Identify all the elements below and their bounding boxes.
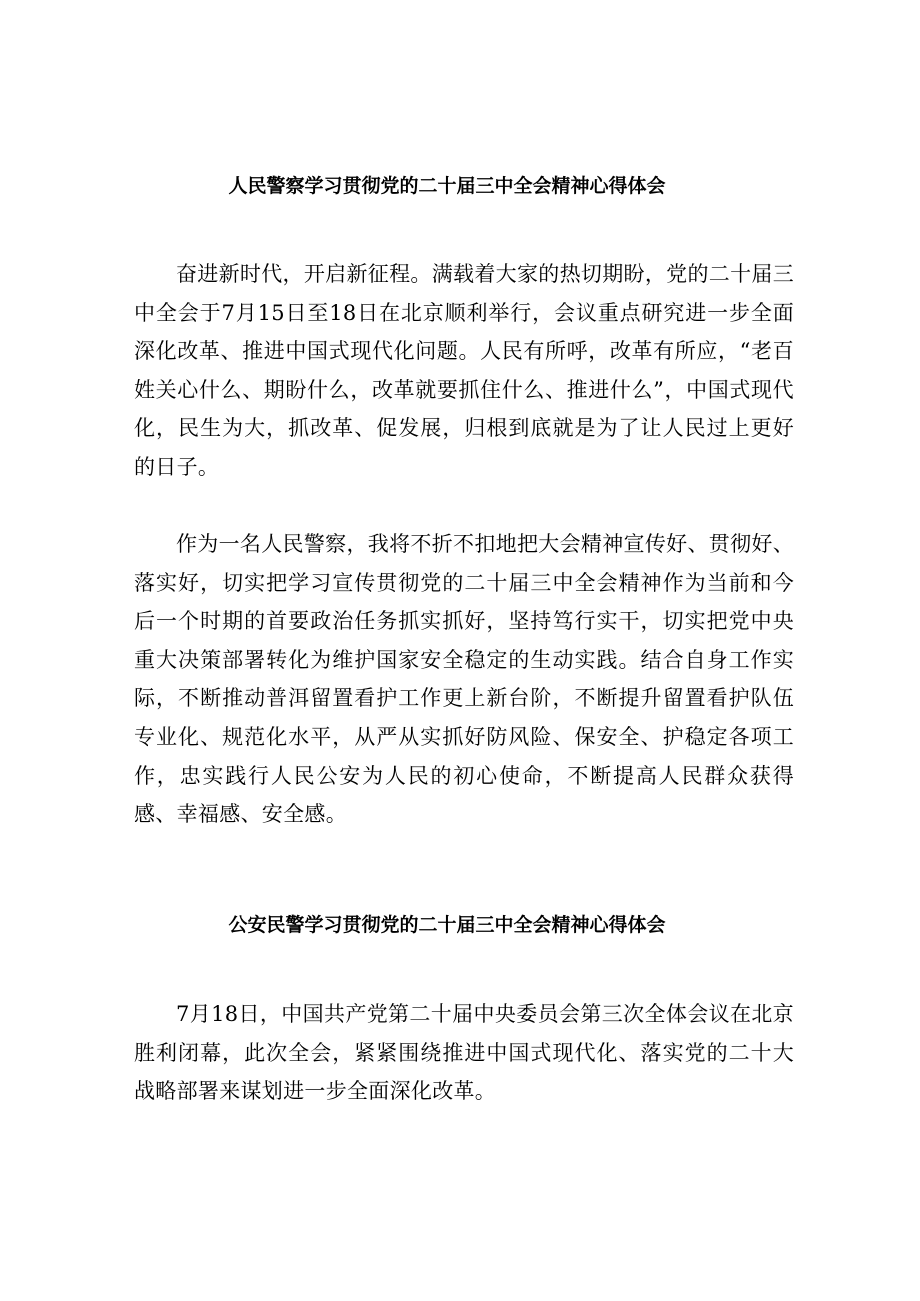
section-1-title: 人民警察学习贯彻党的二十届三中全会精神心得体会 (228, 175, 666, 197)
section-1-paragraph-1: 奋进新时代，开启新征程。满载着大家的热切期盼，党的二十届三中全会于7月15日至18日在北京顺利举行，会议重点研究进一步全面深化改革、推进中国式现代化问题。人民有所呼，改革有所应，“老百姓关心什么、期盼什么，改革就要抓住什么、推进什么”，中国式现代化，民生为大，抓改革、促发展，归根到底就是为了让人民过上更好的日子。 (134, 262, 794, 479)
section-2-title: 公安民警学习贯彻党的二十届三中全会精神心得体会 (228, 914, 666, 936)
section-1-paragraph-2: 作为一名人民警察，我将不折不扣地把大会精神宣传好、贯彻好、落实好，切实把学习宣传贯彻党的二十届三中全会精神作为当前和今后一个时期的首要政治任务抓实抓好，坚持笃行实干，切实把党中央重大决策部署转化为维护国家安全稳定的生动实践。结合自身工作实际，不断推动普洱留置看护工作更上新台阶，不断提升留置看护队伍专业化、规范化水平，从严从实抓好防风险、保安全、护稳定各项工作，忠实践行人民公安为人民的初心使命，不断提高人民群众获得感、幸福感、安全感。 (134, 532, 794, 827)
section-2-paragraph-1: 7月18日，中国共产党第二十届中央委员会第三次全体会议在北京胜利闭幕，此次全会，紧紧围绕推进中国式现代化、落实党的二十大战略部署来谋划进一步全面深化改革。 (134, 1002, 794, 1104)
